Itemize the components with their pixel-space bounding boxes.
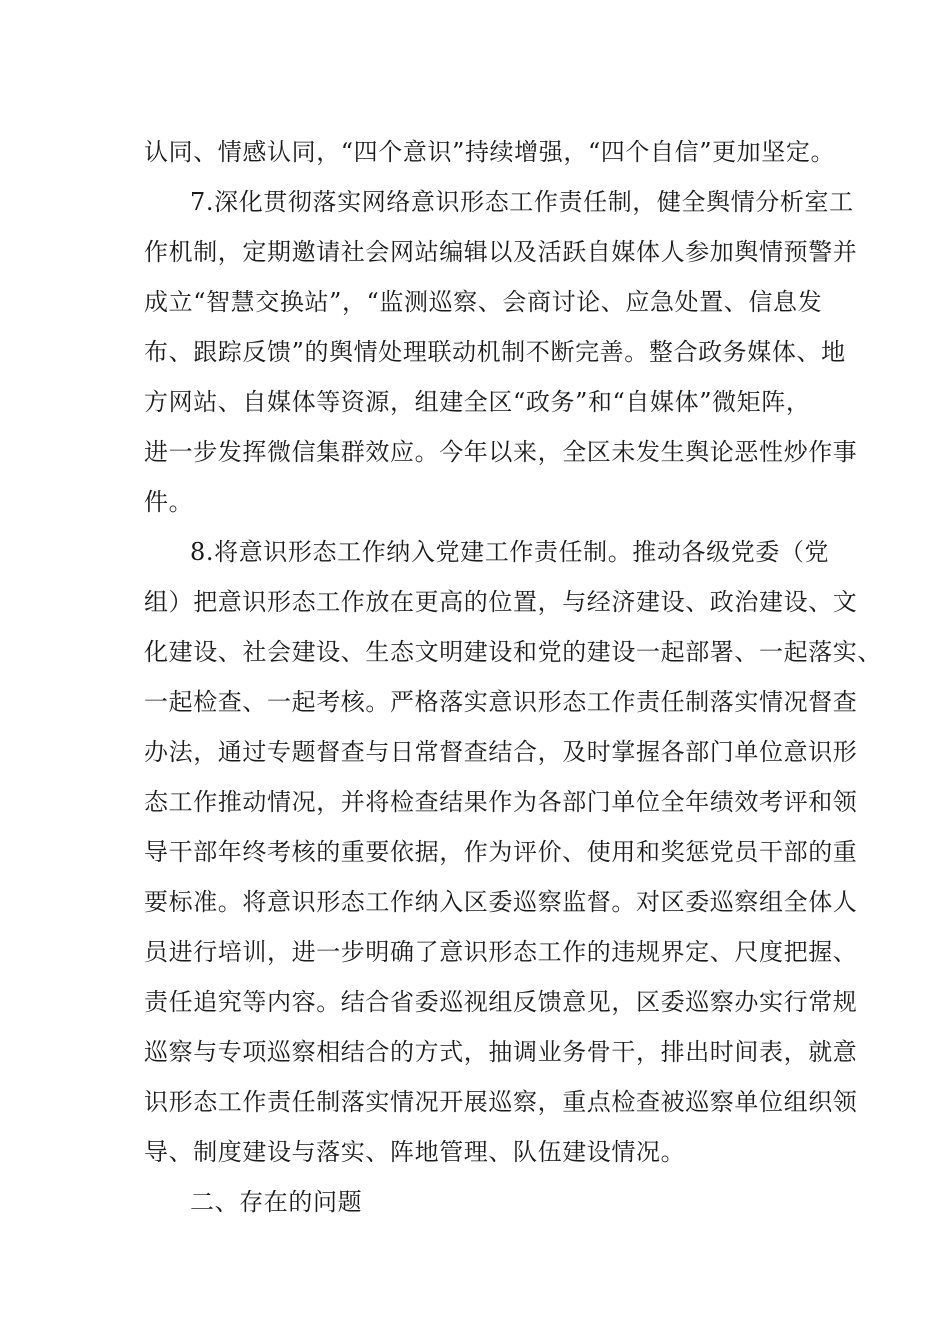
text-line: 识形态工作责任制落实情况开展巡察，重点检查被巡察单位组织领 (144, 1088, 858, 1116)
text-line: 组）把意识形态工作放在更高的位置，与经济建设、政治建设、文 (144, 588, 858, 616)
text-line: 进一步发挥微信集群效应。今年以来，全区未发生舆论恶性炒作事 (144, 438, 858, 466)
text-line: 态工作推动情况，并将检查结果作为各部门单位全年绩效考评和领 (144, 788, 858, 816)
text-line: 化建设、社会建设、生态文明建设和党的建设一起部署、一起落实、 (144, 638, 882, 666)
text-line: 7.深化贯彻落实网络意识形态工作责任制，健全舆情分析室工 (190, 188, 854, 216)
text-line: 作机制，定期邀请社会网站编辑以及活跃自媒体人参加舆情预警并 (144, 238, 858, 266)
text-line: 布、跟踪反馈”的舆情处理联动机制不断完善。整合政务媒体、地 (144, 338, 846, 366)
text-line: 一起检查、一起考核。严格落实意识形态工作责任制落实情况督查 (144, 688, 858, 716)
text-line: 件。 (144, 488, 194, 516)
text-line: 8.将意识形态工作纳入党建工作责任制。推动各级党委（党 (190, 538, 830, 566)
text-line: 要标准。将意识形态工作纳入区委巡察监督。对区委巡察组全体人 (144, 888, 858, 916)
text-line: 责任追究等内容。结合省委巡视组反馈意见，区委巡察办实行常规 (144, 988, 858, 1016)
text-line: 成立“智慧交换站”，“监测巡察、会商讨论、应急处置、信息发 (144, 288, 823, 316)
text-line: 认同、情感认同，“四个意识”持续增强，“四个自信”更加坚定。 (144, 138, 836, 166)
text-line: 巡察与专项巡察相结合的方式，抽调业务骨干，排出时间表，就意 (144, 1038, 858, 1066)
text-line: 导、制度建设与落实、阵地管理、队伍建设情况。 (144, 1138, 686, 1166)
text-line: 方网站、自媒体等资源，组建全区“政务”和“自媒体”微矩阵， (144, 388, 811, 416)
section-heading: 二、存在的问题 (190, 1188, 363, 1216)
text-line: 导干部年终考核的重要依据，作为评价、使用和奖惩党员干部的重 (144, 838, 858, 866)
text-line: 办法，通过专题督查与日常督查结合，及时掌握各部门单位意识形 (144, 738, 858, 766)
text-line: 员进行培训，进一步明确了意识形态工作的违规界定、尺度把握、 (144, 938, 858, 966)
